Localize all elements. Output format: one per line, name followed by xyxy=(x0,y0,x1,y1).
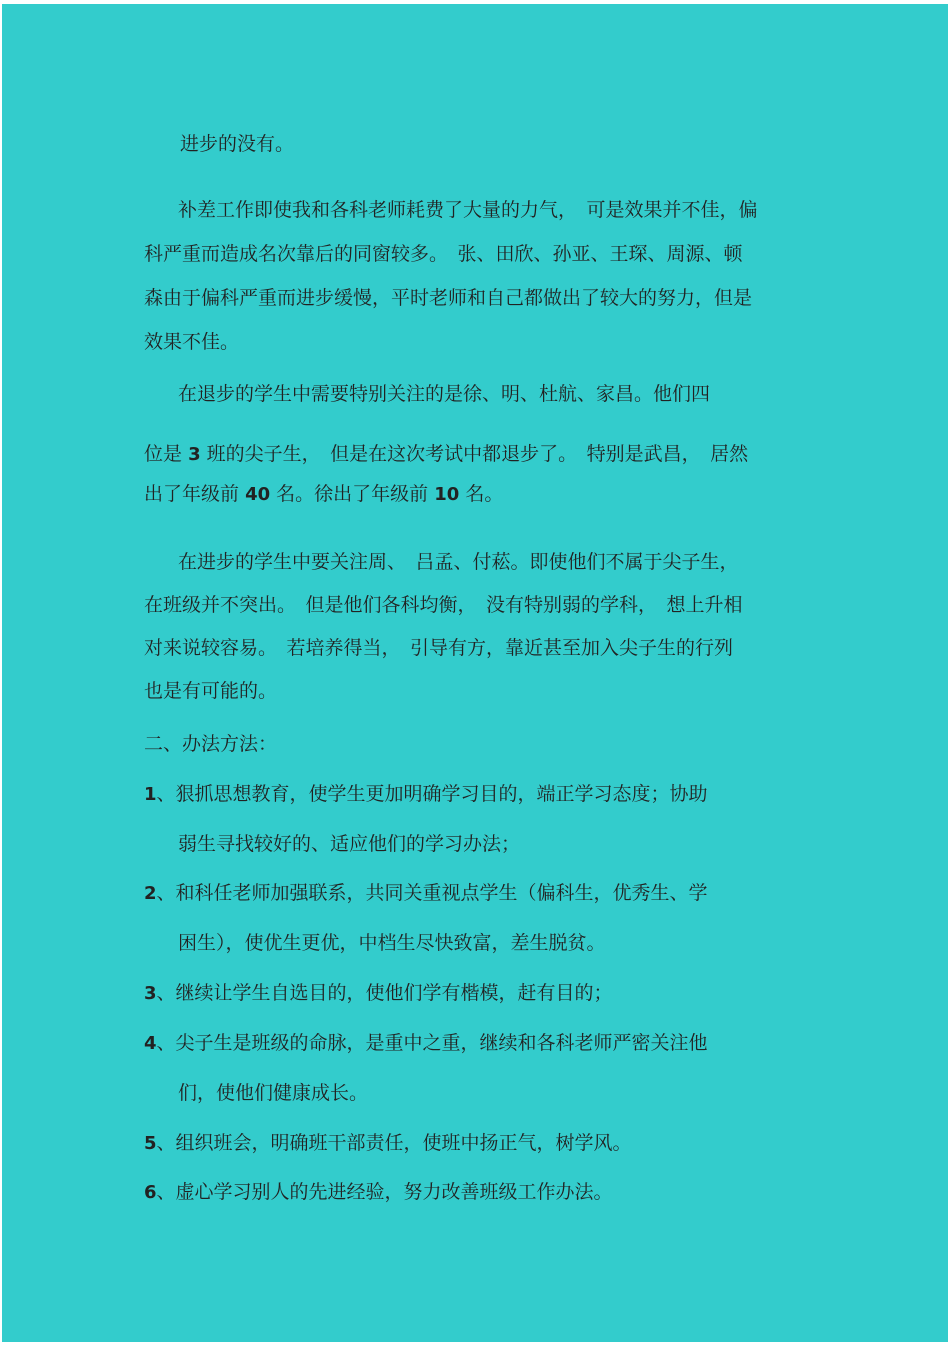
section-heading: 二、办法方法： xyxy=(144,733,278,755)
text-run: 班的尖子生， 但是在这次考试中都退步了。 特别是武昌， 居然 xyxy=(206,443,749,465)
paragraph-line: 进步的没有。 xyxy=(180,133,295,155)
paragraph-line: 科严重而造成名次靠后的同窗较多。 张、田欣、孙亚、王琛、周源、顿 xyxy=(144,243,743,265)
list-item-text: 、虚心学习别人的先进经验，努力改善班级工作办法。 xyxy=(156,1181,613,1203)
rank-number: 40 xyxy=(245,484,271,505)
list-item-number: 1 xyxy=(144,784,157,805)
paragraph-line: 森由于偏科严重而进步缓慢，平时老师和自己都做出了较大的努力，但是 xyxy=(144,287,753,309)
list-item-text: 、尖子生是班级的命脉，是重中之重，继续和各科老师严密关注他 xyxy=(156,1032,708,1054)
list-item-number: 5 xyxy=(144,1133,157,1154)
list-item-text: 、和科任老师加强联系，共同关重视点学生（偏科生，优秀生、学 xyxy=(156,882,708,904)
list-item xyxy=(144,981,613,1006)
list-item xyxy=(144,1180,613,1205)
list-item-number: 2 xyxy=(144,883,157,904)
paragraph-line xyxy=(144,442,748,467)
text-run: 名。徐出了年级前 xyxy=(276,483,429,505)
paragraph-line: 也是有可能的。 xyxy=(144,680,278,702)
list-item-continuation: 们，使他们健康成长。 xyxy=(178,1082,369,1104)
text-run: 位是 xyxy=(144,443,183,465)
paragraph-line: 对来说较容易。 若培养得当， 引导有方，靠近甚至加入尖子生的行列 xyxy=(144,637,734,659)
list-item-text: 、狠抓思想教育，使学生更加明确学习目的，端正学习态度；协助 xyxy=(156,783,708,805)
list-item-text: 、继续让学生自选目的，使他们学有楷模，赶有目的； xyxy=(156,982,613,1004)
list-item-continuation: 困生），使优生更优，中档生尽快致富，差生脱贫。 xyxy=(178,932,606,954)
list-item-number: 3 xyxy=(144,983,157,1004)
list-item-text: 、组织班会，明确班干部责任，使班中扬正气，树学风。 xyxy=(156,1132,632,1154)
text-run: 名。 xyxy=(465,483,504,505)
paragraph-line: 在退步的学生中需要特别关注的是徐、明、杜航、家昌。他们四 xyxy=(178,383,711,405)
text-run: 出了年级前 xyxy=(144,483,240,505)
list-item xyxy=(144,782,708,807)
list-item xyxy=(144,881,708,906)
paragraph-line: 在班级并不突出。 但是他们各科均衡， 没有特别弱的学科， 想上升相 xyxy=(144,594,743,616)
class-number: 3 xyxy=(188,444,201,465)
document-page xyxy=(2,4,948,1342)
list-item xyxy=(144,1131,632,1156)
list-item xyxy=(144,1031,708,1056)
rank-number: 10 xyxy=(434,484,460,505)
list-item-number: 6 xyxy=(144,1182,157,1203)
list-item-continuation: 弱生寻找较好的、适应他们的学习办法； xyxy=(178,833,521,855)
list-item-number: 4 xyxy=(144,1033,157,1054)
paragraph-line: 效果不佳。 xyxy=(144,331,240,353)
paragraph-line: 在进步的学生中要关注周、 吕孟、付菘。即使他们不属于尖子生， xyxy=(178,551,739,573)
paragraph-line: 补差工作即使我和各科老师耗费了大量的力气， 可是效果并不佳，偏 xyxy=(178,199,758,221)
paragraph-line xyxy=(144,482,503,507)
